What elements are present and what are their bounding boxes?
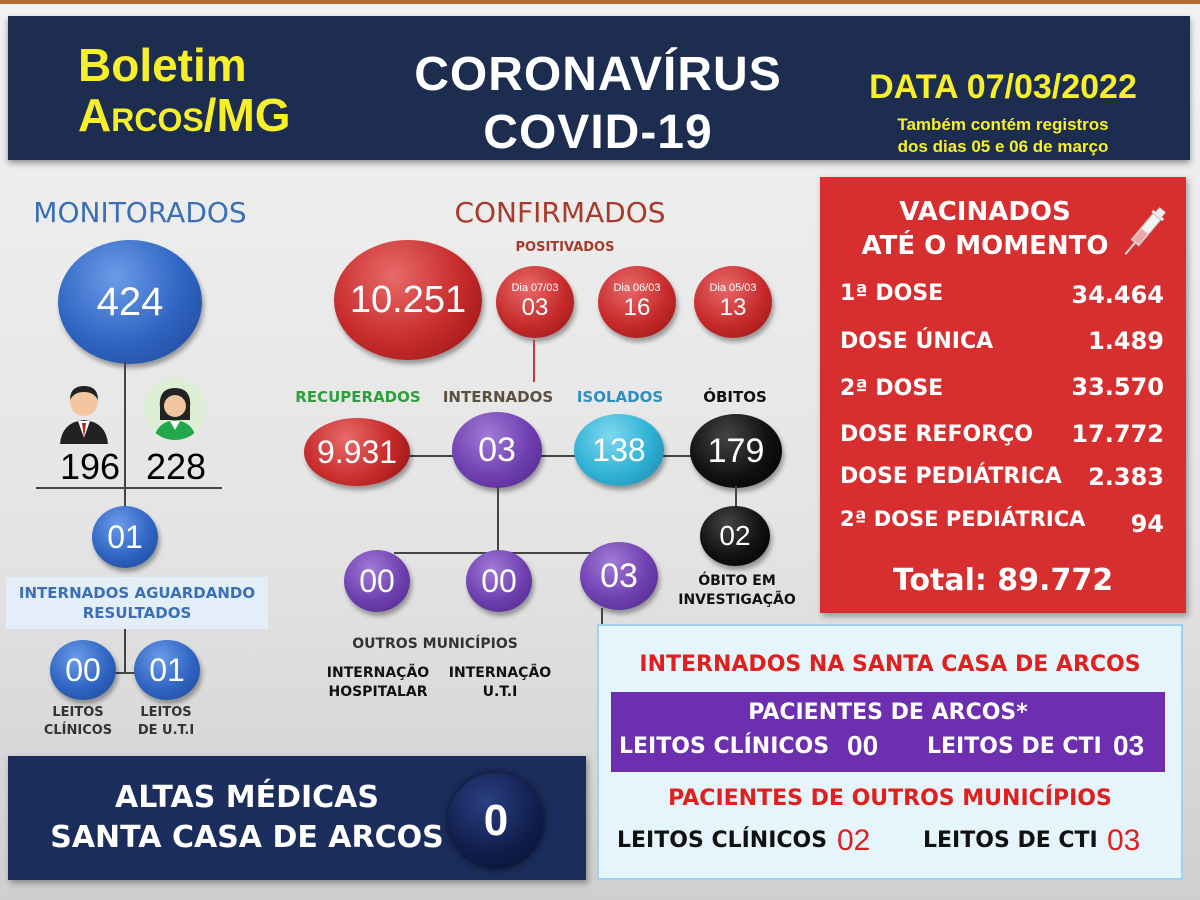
leitos-uti-circle	[134, 640, 200, 700]
leitos-uti-value: 01	[149, 651, 185, 688]
internacao-uti-line2: U.T.I	[482, 684, 518, 700]
title-line1: CORONAVÍRUS	[414, 48, 782, 101]
internacao-hospitalar-line1: INTERNAÇÃO	[326, 665, 430, 681]
title-line2: COVID-19	[483, 106, 713, 159]
obito-investigacao-circle	[700, 506, 770, 566]
connector-line	[497, 486, 499, 554]
santa-casa-panel	[597, 624, 1183, 880]
day-value: 03	[521, 294, 549, 321]
day-label: Dia 07/03	[511, 282, 559, 294]
isolados-label: ISOLADOS	[576, 388, 664, 406]
vacinados-title	[820, 195, 1150, 263]
santa-casa-title: INTERNADOS NA SANTA CASA DE ARCOS	[639, 652, 1141, 677]
vacina-row-value: 33.570	[1071, 373, 1164, 401]
arcos-leitos-cti-value: 03	[1113, 730, 1145, 761]
obitos-label: ÓBITOS	[703, 388, 767, 406]
vacinados-total: Total: 89.772	[892, 563, 1114, 598]
syringe-icon	[1120, 199, 1168, 265]
monitorados-total-circle	[58, 240, 202, 364]
vacina-row-value: 2.383	[1088, 463, 1164, 491]
vacinados-title-line2: ATÉ O MOMENTO	[861, 231, 1109, 261]
obitos-circle	[690, 414, 782, 488]
report-date: DATA 07/03/2022	[869, 68, 1137, 106]
connector-line	[533, 340, 535, 382]
isolados-circle	[574, 414, 664, 486]
outros-leitos-clinicos-label: LEITOS CLÍNICOS	[617, 828, 828, 853]
day-0703-circle	[496, 266, 574, 338]
internacao-uti-label	[440, 664, 560, 702]
recuperados-circle	[304, 418, 410, 486]
leitos-uti-label	[118, 704, 214, 740]
internacao-hospitalar-circle	[466, 550, 532, 612]
internacao-uti-circle	[580, 542, 658, 610]
internados-label: INTERNADOS	[442, 388, 554, 406]
outros-leitos-cti-value: 03	[1107, 824, 1141, 857]
outros-leitos-clinicos-value: 02	[837, 824, 871, 857]
internados-value: 03	[478, 430, 516, 469]
positivados-label: POSITIVADOS	[515, 240, 615, 255]
outros-municipios-label: OUTROS MUNICÍPIOS	[352, 636, 518, 652]
leitos-clinicos-label	[30, 704, 126, 740]
connector-line	[124, 629, 126, 673]
internacao-hospitalar-line2: HOSPITALAR	[328, 684, 428, 700]
internados-circle	[452, 412, 542, 488]
pacientes-arcos-panel	[611, 692, 1165, 772]
header-title	[338, 46, 858, 162]
obitos-value: 179	[707, 431, 765, 470]
altas-title	[32, 778, 462, 858]
male-person-icon	[56, 378, 112, 444]
monitorados-title: MONITORADOS	[33, 196, 247, 229]
day-value: 13	[719, 294, 747, 321]
boletim-label: Boletim	[78, 39, 247, 91]
outros-municipios-value: 00	[359, 562, 395, 599]
day-0503-circle	[694, 266, 772, 338]
altas-line1: ALTAS MÉDICAS	[114, 780, 380, 815]
vacina-row-value: 17.772	[1071, 420, 1164, 448]
vacina-row-label: 2ª DOSE PEDIÁTRICA	[840, 507, 1086, 531]
internados-aguardando-label-line1: INTERNADOS AGUARDANDO	[18, 584, 256, 602]
leitos-clinicos-label-line2: CLÍNICOS	[43, 723, 113, 738]
isolados-value: 138	[592, 431, 646, 468]
vacina-row-label: 1ª DOSE	[840, 281, 944, 306]
city-label: Arcos/MG	[78, 89, 291, 141]
day-0603-circle	[598, 266, 676, 338]
altas-line2: SANTA CASA DE ARCOS	[50, 820, 444, 855]
leitos-clinicos-circle	[50, 640, 116, 700]
top-border	[0, 0, 1200, 4]
arcos-leitos-cti-label: LEITOS DE CTI	[927, 734, 1102, 759]
internacao-hospitalar-label	[318, 664, 438, 702]
internacao-hospitalar-value: 00	[481, 562, 517, 599]
confirmados-total-circle	[334, 240, 482, 360]
leitos-clinicos-value: 00	[65, 651, 101, 688]
obito-investigacao-label	[670, 572, 804, 610]
confirmados-total: 10.251	[349, 278, 467, 321]
vacina-row-value: 1.489	[1088, 327, 1164, 355]
header-brand	[78, 40, 308, 140]
recuperados-value: 9.931	[316, 433, 398, 470]
recuperados-label: RECUPERADOS	[295, 388, 421, 406]
vacina-row-label: 2ª DOSE	[840, 376, 944, 401]
report-note	[818, 114, 1188, 158]
leitos-clinicos-label-line1: LEITOS	[52, 705, 104, 720]
header-banner	[8, 16, 1190, 160]
monitorados-total: 424	[96, 279, 164, 324]
vacina-row-label: DOSE PEDIÁTRICA	[840, 464, 1062, 489]
vacina-row-label: DOSE ÚNICA	[840, 329, 994, 354]
obito-investigacao-line2: INVESTIGAÇÃO	[678, 592, 796, 608]
vacinados-title-line1: VACINADOS	[899, 197, 1071, 227]
arcos-leitos-clinicos-value: 00	[847, 730, 879, 761]
female-person-icon	[144, 378, 206, 440]
note-line2: dos dias 05 e 06 de março	[897, 137, 1109, 156]
outros-leitos-cti-label: LEITOS DE CTI	[923, 828, 1098, 853]
internados-aguardando-panel	[6, 577, 268, 629]
day-value: 16	[623, 294, 651, 321]
internados-aguardando-label-line2: RESULTADOS	[82, 604, 192, 622]
pacientes-arcos-title: PACIENTES DE ARCOS*	[748, 700, 1028, 725]
internados-aguardando-value: 01	[107, 518, 143, 555]
vacina-row-value: 94	[1130, 510, 1164, 538]
outros-municipios-circle	[344, 550, 410, 612]
internados-aguardando-circle	[92, 506, 158, 568]
monitorados-male: 196	[59, 446, 121, 487]
vacinados-panel	[820, 177, 1186, 613]
day-label: Dia 05/03	[709, 282, 757, 294]
monitorados-female: 228	[145, 446, 207, 487]
pacientes-outros-title: PACIENTES DE OUTROS MUNICÍPIOS	[668, 786, 1112, 811]
leitos-uti-label-line1: LEITOS	[140, 705, 192, 720]
altas-value-circle	[448, 773, 544, 869]
day-label: Dia 06/03	[613, 282, 661, 294]
arcos-leitos-clinicos-label: LEITOS CLÍNICOS	[619, 734, 830, 759]
obito-investigacao-value: 02	[719, 520, 751, 551]
internacao-uti-line1: INTERNAÇÃO	[448, 665, 552, 681]
note-line1: Também contém registros	[897, 115, 1109, 134]
obito-investigacao-line1: ÓBITO EM	[698, 573, 776, 589]
altas-value: 0	[483, 796, 509, 845]
leitos-uti-label-line2: DE U.T.I	[137, 723, 195, 738]
vacina-row-value: 34.464	[1071, 281, 1164, 309]
vacina-row-label: DOSE REFORÇO	[840, 422, 1033, 447]
internacao-uti-value: 03	[600, 556, 638, 595]
connector-line	[124, 362, 126, 514]
confirmados-title: CONFIRMADOS	[454, 196, 666, 229]
